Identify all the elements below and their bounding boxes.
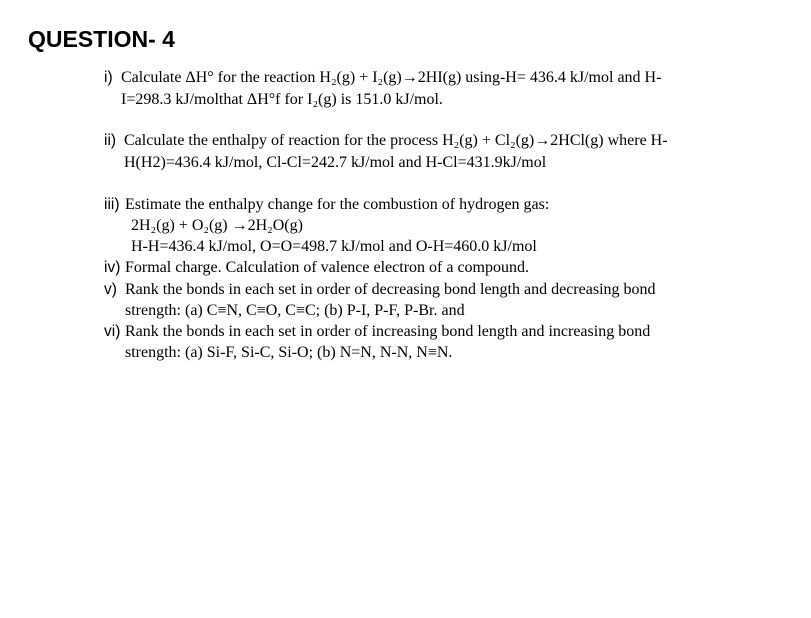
question-6-marker: vi) [104, 323, 121, 340]
question-5-line-1: Rank the bonds in each set in order of decreasing bond length and decreasing bond [125, 281, 656, 298]
question-3-line-1: Estimate the enthalpy change for the combustion of hydrogen gas: [125, 196, 550, 213]
question-3-line-3: H-H=436.4 kJ/mol, O=O=498.7 kJ/mol and O-H=460.0 kJ/mol [131, 238, 537, 255]
question-4-marker: iv) [104, 259, 121, 276]
question-1-line-2: I=298.3 kJ/molthat ΔH°f for I₂(g) is 151.0 kJ/mol. [121, 91, 443, 108]
question-3-line-2: 2H₂(g) + O₂(g) →2H₂O(g) [131, 217, 303, 234]
question-5-line-2: strength: (a) C≡N, C≡O, C≡C; (b) P-I, P-F, P-Br. and [125, 302, 465, 319]
question-6-line-2: strength: (a) Si-F, Si-C, Si-O; (b) N=N, N-N, N≡N. [125, 344, 453, 361]
question-6-line-1: Rank the bonds in each set in order of increasing bond length and increasing bond [125, 323, 651, 340]
question-3-marker: iii) [104, 196, 120, 213]
question-2-line-1: Calculate the enthalpy of reaction for the process H₂(g) + Cl₂(g)→2HCl(g) where H- [124, 132, 668, 149]
question-2-marker: ii) [104, 132, 117, 149]
question-title: QUESTION- 4 [28, 26, 175, 52]
question-5-marker: v) [104, 281, 117, 298]
question-1-line-1: Calculate ΔH° for the reaction H₂(g) + I₂(g)→2HI(g) using-H= 436.4 kJ/mol and H- [121, 69, 662, 86]
question-4-line-1: Formal charge. Calculation of valence electron of a compound. [125, 259, 529, 276]
question-1-marker: i) [104, 69, 113, 86]
question-2-line-2: H(H2)=436.4 kJ/mol, Cl-Cl=242.7 kJ/mol and H-Cl=431.9kJ/mol [124, 154, 547, 171]
